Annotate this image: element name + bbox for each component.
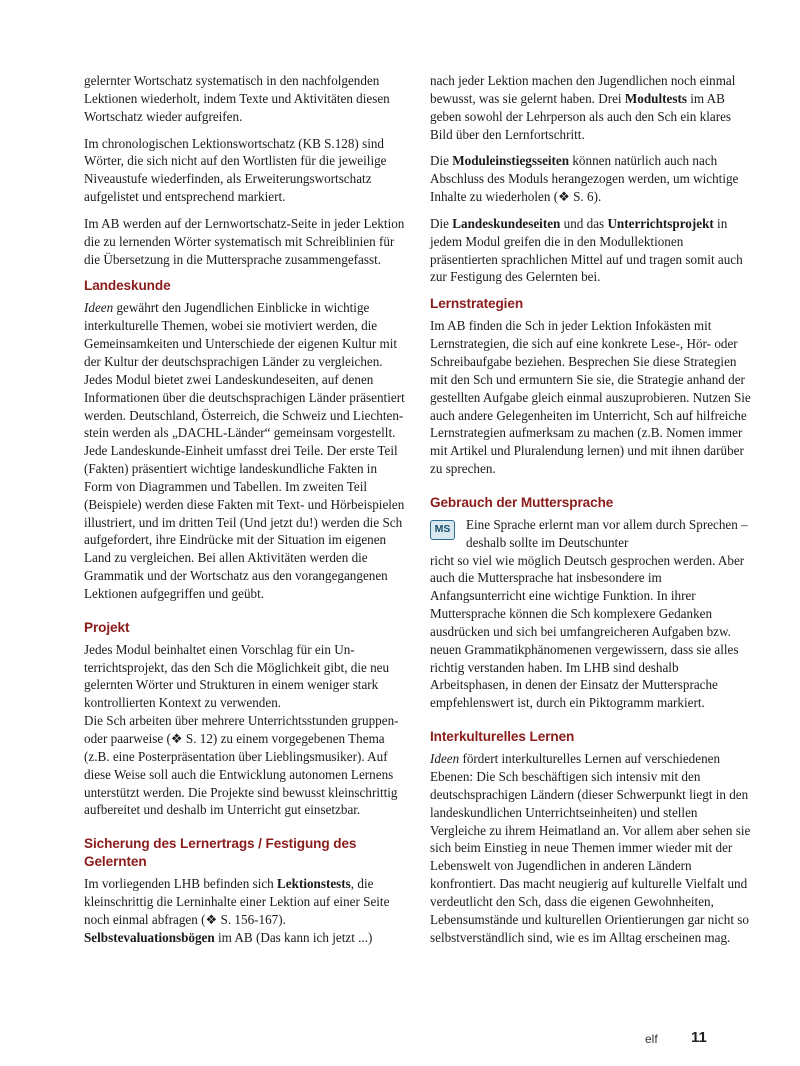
- page-number-word: elf: [645, 1032, 658, 1046]
- paragraph-landeskundeseiten: Die Landeskundeseiten und das Unterrichtsprojekt in jedem Modul greifen die in den Modullektionen präsentierten sprachlichen Mittel auf und tragen somit auch zur Festigung des Gelernten bei.: [430, 215, 743, 285]
- heading-sicherung: Sicherung des Lernertrags / Festigung des Gelernten: [84, 836, 357, 870]
- title-ideen: Ideen: [430, 751, 460, 767]
- ms-pictogram-icon: MS: [430, 520, 455, 540]
- paragraph-landeskunde: Ideen gewährt den Jugendlichen Einblicke in wichtige interkulturelle Themen, wobei sie motiviert werden, die Gemeinsamkeiten und Unterschiede der eigenen Kultur mit der Kultur der deutschsprachigen Länder zu vergleichen. Jedes Modul bietet zwei Landeskundeseiten, auf denen Informationen über die deutschsprachigen Länder präsentiert werden. Deutschland, Österreich, die Schweiz und Liechtenstein werden als „DACHL-Länder“ gemeinsam vorgestellt. Jede Landeskunde-Einheit umfasst drei Teile. Der erste Teil (Fakten) präsentiert wichtige landeskundliche Fakten in Form von Diagrammen und Tabellen. Im zweiten Teil (Beispiele) werden diese Fakten mit Text- und Hörbeispielen illustriert, und im dritten Teil (Und jetzt du!) werden die Sch aufgefordert, ihre Eindrücke mit der Situation im eigenen Land zu vergleichen. Bei allen Aktivitäten werden die Grammatik und der Wortschatz aus den vorangegangenen Lektionen aufgegriffen und geübt.: [84, 300, 405, 601]
- paragraph-modultests: nach jeder Lektion machen den Jugendlichen noch einmal bewusst, was sie gelernt haben. Drei Modultests im AB geben sowohl der Lehrperson als auch den Sch ein klares Bild über den Lernfortschritt.: [430, 73, 736, 142]
- paragraph-wortschatz-continued: gelernter Wortschatz systematisch in den nachfolgenden Lektionen wiederholt, indem Texte und Aktivitäten diesen Wortschatz wieder aufgreifen.: [84, 73, 390, 124]
- right-column: [430, 72, 752, 955]
- page-number: 11: [691, 1029, 707, 1046]
- heading-muttersprache: Gebrauch der Muttersprache: [430, 494, 614, 510]
- paragraph-muttersprache: MS Eine Sprache erlernt man vor allem durch Sprechen – deshalb sollte im Deutschunter richt so viel wie möglich Deutsch gesprochen werden. Aber auch die Muttersprache hat insbesondere im Anfangsunterricht eine wichtige Funktion. In ihrer Muttersprache können die Sch komplexere Gedanken ausdrücken und sich bei umfangreicheren Aufgaben bzw. neuen Grammatikphänomenen vergewissern, dass sie alles richtig verstanden haben. Im LHB sind deshalb Arbeitsphasen, in denen der Einsatz der Muttersprache empfehlenswert ist, durch ein Piktogramm markiert.: [430, 516, 748, 711]
- paragraph-interkulturelles-lernen: Ideen fördert interkulturelles Lernen auf verschiedenen Ebenen: Die Sch beschäftigen sich intensiv mit den deutschsprachigen Ländern (dieser Schwerpunkt liegt in den landeskundlichen Unterrichtseinheiten) und stellen Vergleiche zu ihrem Heimatland an. Vor allem aber sehen sie sich beim Einstieg in neue Themen immer wieder mit der Lebenswelt von Jugendlichen in anderen Ländern konfrontiert. Das macht neugierig auf kulturelle Vielfalt und verdeutlicht den Sch, dass die eigenen Gewohnheiten, Lebensumstände und kulturellen Orientierungen gar nicht so selbstverständlich sind, wie es im Alltag erscheinen mag.: [430, 751, 751, 945]
- paragraph-projekt-2: Die Sch arbeiten über mehrere Unterrichtsstunden gruppen- oder paarweise (❖ S. 12) zu einem vorgegebenen Thema (z.B. eine Posterpräsentation über Lieblingsmusiker). Auf diese Weise soll auch die Entwicklung autonomen Lernens unterstützt werden. Die Projekte sind bewusst kleinschrittig aufbereitet und deshalb im Unterricht gut einsetzbar.: [84, 713, 399, 818]
- paragraph-lernwortschatz: Im AB werden auf der Lernwortschatz-Seite in jeder Lektion die zu lernenden Wörter systematisch mit Schreiblinien für die Übersetzung in die Muttersprache zusammengefasst.: [84, 215, 405, 267]
- paragraph-sicherung: Im vorliegenden LHB befinden sich Lektionstests, die kleinschrittig die Lerninhalte einer Lektion auf einer Seite noch einmal abfragen (❖ S. 156-167). Selbstevaluationsbögen im AB (Das kann ich jetzt ...): [84, 876, 390, 945]
- heading-interkulturelles-lernen: Interkulturelles Lernen: [430, 729, 575, 745]
- left-column: [84, 72, 406, 956]
- heading-landeskunde: Landeskunde: [84, 278, 171, 294]
- paragraph-lektionswortschatz: Im chronologischen Lektionswortschatz (KB S.128) sind Wörter, die sich nicht auf den Wortlisten für die jeweilige Niveaustufe wiederfinden, als Erweiterungswortschatz aufgelistet und entsprechend markiert.: [84, 135, 387, 205]
- paragraph-lernstrategien: Im AB finden die Sch in jeder Lektion Infokästen mit Lernstrategien, die sich auf eine konkrete Lese-, Hör- oder Schreibaufgabe beziehen. Besprechen Sie diese Strategien mit den Sch und ermuntern Sie sie, die Strategie anhand der gestellten Aufgabe gleich einmal auszuprobieren. Nutzen Sie auch andere Gelegenheiten im Unterricht, Sch auf hilfreiche Lernstrategien aufmerksam zu machen (z.B. Nomen immer mit Artikel und Pluralendung lernen) und mit ihnen darüber zu sprechen.: [430, 318, 751, 477]
- heading-projekt: Projekt: [84, 619, 130, 635]
- heading-lernstrategien: Lernstrategien: [430, 296, 524, 312]
- title-ideen: Ideen: [84, 300, 114, 316]
- paragraph-projekt-1: Jedes Modul beinhaltet einen Vorschlag für ein Unterrichtsprojekt, das den Sch die Möglichkeit gibt, die neu gelernten Wörter und Strukturen in einem weniger stark kontrollierten Kontext zu verwenden.: [84, 641, 390, 711]
- paragraph-moduleinstiegsseiten: Die Moduleinstiegsseiten können natürlich auch nach Abschluss des Moduls herangezogen werden, um wichtige Inhalte zu wiederholen (❖ S. 6).: [430, 153, 739, 205]
